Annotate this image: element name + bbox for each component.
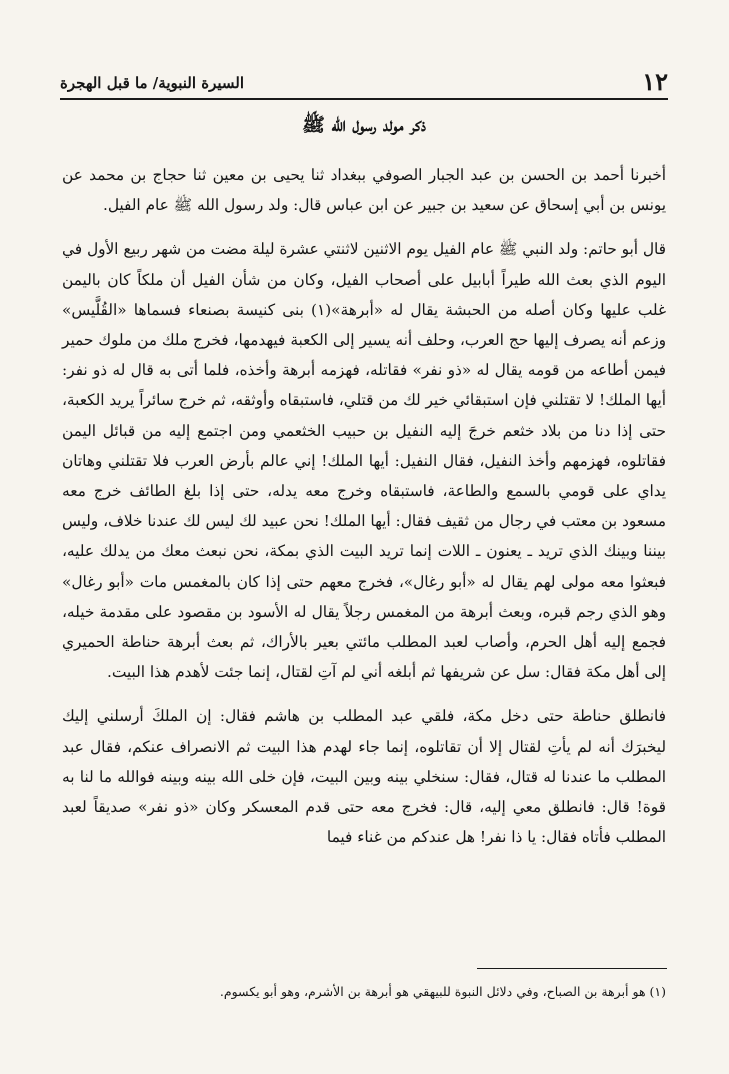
chapter-title: ذكر مولد رسول الله ﷺ bbox=[301, 114, 426, 136]
running-head: السيرة النبوية/ ما قبل الهجرة bbox=[60, 74, 245, 92]
footnote-divider bbox=[477, 968, 667, 969]
page-number: ١٢ bbox=[642, 67, 668, 96]
footnote: (١) هو أبرهة بن الصباح، وفي دلائل النبوة للبيهقي هو أبرهة بن الأشرم، وهو أبو يكسوم. bbox=[219, 984, 666, 999]
paragraph: فانطلق حناطة حتى دخل مكة، فلقي عبد المطلب بن هاشم فقال: إن الملكَ أرسلني إليك ليخبرَك أنه لم يأتِ لقتال إلا أن تقاتلوه، إنما جاء لهدم هذا البيت ثم الانصراف عنكم، فقال عبد المطلب ما عندنا له قتال، فقال: سنخلي بينه وبين البيت، فإن خلى الله بينه وبينه فوالله ما لنا به قوة! قال: فانطلق معي إليه، قال: فخرج معه حتى قدم المعسكر وكان «ذو نفر» صديقاً لعبد المطلب فأتاه فقال: يا ذا نفر! هل عندكم من غناء فيما bbox=[62, 707, 666, 847]
page-header bbox=[60, 64, 668, 100]
paragraph: قال أبو حاتم: ولد النبي ﷺ عام الفيل يوم الاثنين لاثنتي عشرة ليلة مضت من شهر ربيع الأول في اليوم الذي بعث الله طيراً أبابيل على أصحاب الفيل، وكان من شأن الفيل أن ملكاً كان باليمن غلب عليها وكان أصله من الحبشة يقال له «أبرهة»(١) بنى كنيسة بصنعاء فسماها «القُلَّيس» وزعم أنه يصرف إليها حج العرب، وحلف أنه يسير إلى الكعبة فيهدمها، فخرج ملك من ملوك حمير فيمن أطاعه من قومه يقال له «ذو نفر» فقاتله، فهزمه أبرهة وأخذه، فلما أتى به قال له ذو نفر: أيها الملك! لا تقتلني فإن استبقائي خير لك من قتلي، فاستبقاه وأوثقه، ثم خرج سائراً يريد الكعبة، حتى إذا دنا من بلاد خثعم خرجَ إليه النفيل بن حبيب الخثعمي ومن اجتمع إليه من قبائل اليمن فقاتلوه، فهزمهم وأخذ النفيل، فقال النفيل: أيها الملك! إني عالم بأرض العرب فلا تقتلني وهاتان يداي على قومي بالسمع والطاعة، فاستبقاه وخرج معه يدله، حتى إذا بلغ الطائف خرج معه مسعود بن معتب في رجال من ثقيف فقال: أيها الملك! نحن عبيد لك ليس لك عندنا خلاف، وليس بيننا وبينك الذي تريد ـ يعنون ـ اللات إنما تريد البيت الذي بمكة، نحن نبعث معك من يدلك عليه، فبعثوا معه مولى لهم يقال له «أبو رغال»، فخرج معهم حتى إذا كان بالمغمس مات «أبو رغال» وهو الذي رجم قبره، وبعث أبرهة من المغمس رجلاً يقال له الأسود بن مقصود على مقدمة خيله، فجمع إليه أهل الحرم، وأصاب لعبد المطلب مائتي بعير بالأراك، ثم بعث أبرهة حناطة الحميري إلى أهل مكة فقال: سل عن شريفها ثم أبلغه أني لم آتِ لقتال، إنما جئت لأهدم هذا البيت. bbox=[62, 240, 666, 682]
body-text bbox=[62, 160, 666, 866]
paragraph: أخبرنا أحمد بن الحسن بن عبد الجبار الصوفي ببغداد ثنا يحيى بن معين ثنا حجاج بن محمد عن يونس بن أبي إسحاق عن سعيد بن جبير عن ابن عباس قال: ولد رسول الله ﷺ عام الفيل. bbox=[62, 166, 666, 215]
